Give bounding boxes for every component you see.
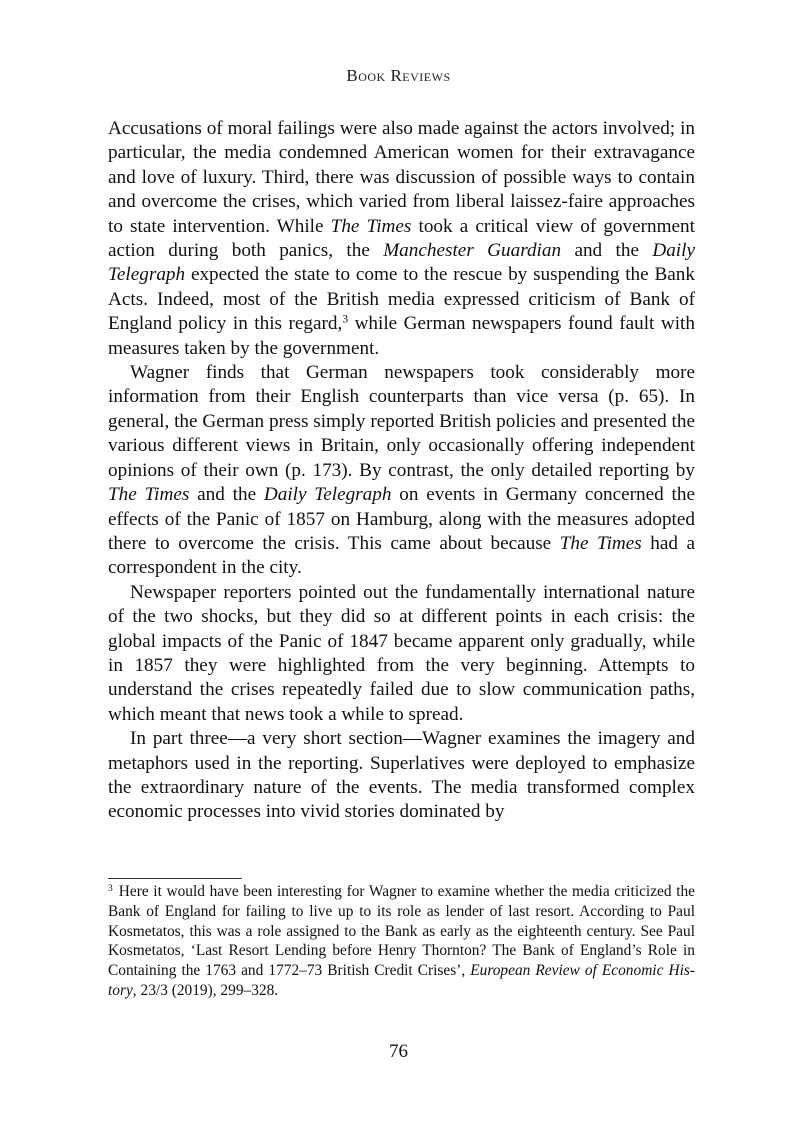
- running-head: Book Reviews: [346, 66, 451, 85]
- footnote-reference[interactable]: 3: [342, 313, 349, 326]
- footnote-divider: [108, 878, 242, 879]
- paragraph-3: Newspaper reporters pointed out the fundamentally international nature of the two shocks, but they did so at different points in each crisis: the global impacts of the Panic of 1847 became apparent only gradually, while in 1857 they were highlighted from the very beginning. Attempts to understand the crises repeatedly failed due to slow communication paths, which meant that news took a while to spread.: [108, 581, 695, 725]
- paragraph-2: Wagner finds that German newspapers took considerably more information from their English counterparts than vice versa (p. 65). In general, the German press simply reported British policies and presented the various different views in Britain, only occasionally offering independent opinions of their own (p. 173). By contrast, the only detailed reporting by The Times and the Daily Telegraph on events in Germany concerned the effects of the Panic of 1857 on Hamburg, along with the measures adopted there to overcome the crisis. This came about because The Times had a correspondent in the city.: [108, 362, 695, 579]
- page-number: 76: [389, 1041, 408, 1062]
- footnote-mark: 3: [108, 882, 113, 894]
- footnote-3: [108, 882, 695, 1001]
- main-text: [108, 117, 695, 825]
- paragraph-1: Accusations of moral failings were also made against the actors involved; in particular, the media condemned American women for their extravagance and love of luxury. Third, there was discussion of possible ways to contain and overcome the crises, which varied from liberal laissez-faire approaches to state intervention. While The Times took a critical view of government action during both panics, the Manchester Guardian and the Daily Telegraph expected the state to come to the rescue by suspending the Bank Acts. Indeed, most of the British media expressed criticism of Bank of England policy in this regard,$^3$ while German newspapers found fault with measures taken by the government.: [108, 118, 695, 359]
- paragraph-4: In part three—a very short section—Wagner examines the imagery and metaphors used in the reporting. Superlatives were deployed to emphasize the extraordinary nature of the events. The media transformed complex economic processes into vivid stories dominated by: [108, 728, 695, 823]
- footnote-text: $^3$ Here it would have been interesting for Wagner to examine whether the media criticized the Bank of England for failing to live up to its role as lender of last resort. According to Paul Kosmetatos, this was a role assigned to the Bank as early as the eighteenth century. See Paul Kosmetatos, ‘Last Resort Lending before Henry Thornton? The Bank of England’s Role in Containing the 1763 and 1772–73 British Credit Crises’, European Review of Economic History, 23/3 (2019), 299–328.: [108, 882, 695, 999]
